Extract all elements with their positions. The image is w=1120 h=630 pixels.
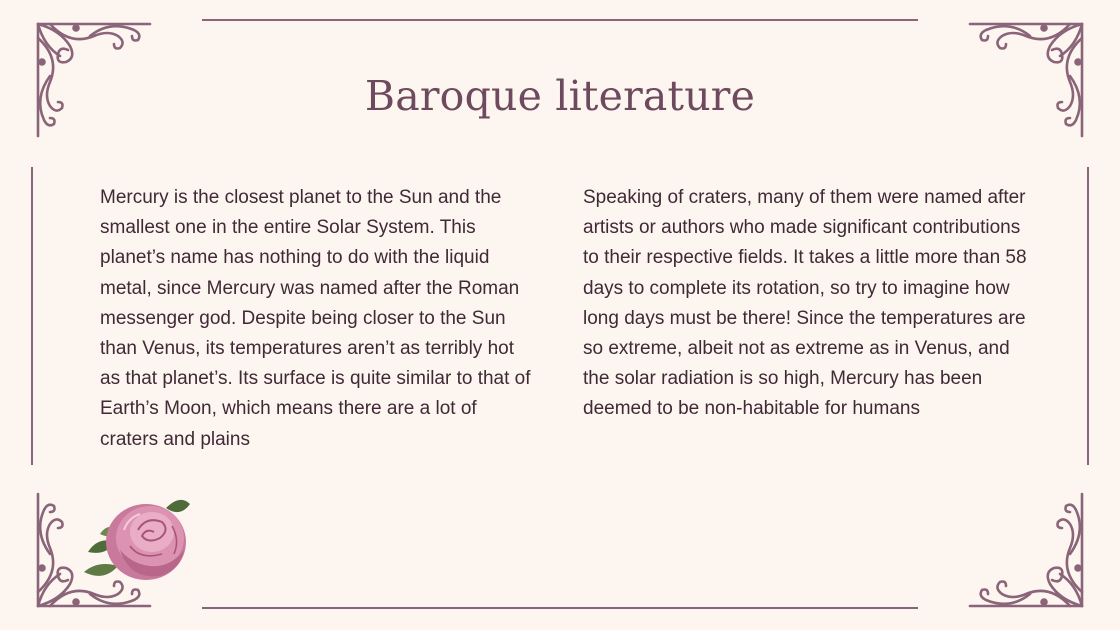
right-rule (1087, 167, 1089, 465)
bottom-rule (202, 607, 918, 609)
corner-ornament-top-left-icon (30, 16, 158, 144)
corner-ornament-top-right-icon (962, 16, 1090, 144)
rose-flower-icon (80, 490, 195, 588)
corner-ornament-bottom-right-icon (962, 486, 1090, 614)
top-rule (202, 19, 918, 21)
right-paragraph: Speaking of craters, many of them were named after artists or authors who made significant contributions to their respective fields. It takes a little more than 58 days to complete its rotation, so try to imagine how long days must be there! Since the temperatures are so extreme, albeit not as extreme as in Venus, and the solar radiation is so high, Mercury has been deemed to be non-habitable for humans (583, 187, 1027, 420)
slide-title: Baroque literature (364, 72, 756, 120)
left-rule (31, 167, 33, 465)
left-paragraph: Mercury is the closest planet to the Sun and the smallest one in the entire Solar System. This planet’s name has nothing to do with the liquid metal, since Mercury was named after the Roman messenger god. Despite being closer to the Sun than Venus, its temperatures aren’t as terribly hot as that planet’s. Its surface is quite similar to that of Earth’s Moon, which means there are a lot of craters and plains (100, 187, 531, 450)
